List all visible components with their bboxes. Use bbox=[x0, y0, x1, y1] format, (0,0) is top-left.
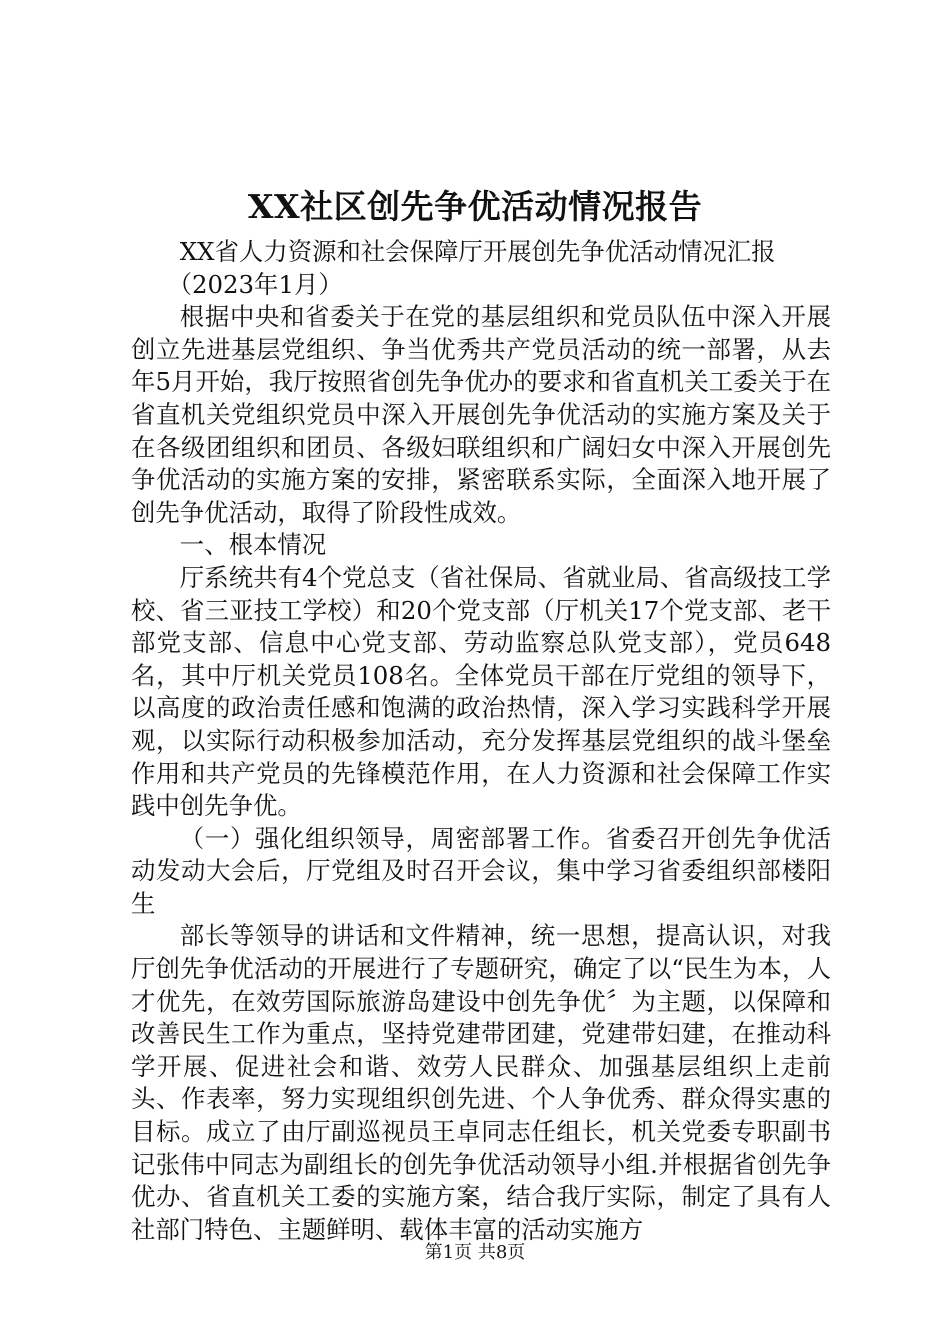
section-heading: 一、根本情况 bbox=[179, 530, 327, 560]
document-body bbox=[131, 236, 831, 1246]
report-date: （2023年1月） bbox=[167, 269, 343, 299]
page-number-footer: 第1页 共8页 bbox=[424, 1242, 526, 1263]
document-title: XX社区创先争优活动情况报告 bbox=[247, 187, 703, 226]
paragraph-continued: 部长等领导的讲话和文件精神，统一思想，提高认识，对我厅创先争优活动的开展进行了专题研究，确定了以“民生为本，人才优先，在效劳国际旅游岛建设中创先争优〞为主题，以保障和改善民生工作为重点，坚持党建带团建，党建带妇建，在推动科学开展、促进社会和谐、效劳人民群众、加强基层组织上走前头、作表率，努力实现组织创先进、个人争优秀、群众得实惠的目标。成立了由厅副巡视员王卓同志任组长，机关党委专职副书记张伟中同志为副组长的创先争优活动领导小组.并根据省创先争优办、省直机关工委的实施方案，结合我厅实际，制定了具有人社部门特色、主题鲜明、载体丰富的活动实施方 bbox=[131, 921, 831, 1244]
paragraph-basic-info: 厅系统共有4个党总支（省社保局、省就业局、省高级技工学校、省三亚技工学校）和20个党支部（厅机关17个党支部、老干部党支部、信息中心党支部、劳动监察总队党支部），党员648名，其中厅机关党员108名。全体党员干部在厅党组的领导下，以高度的政治责任感和饱满的政治热情，深入学习实践科学开展观，以实际行动积极参加活动，充分发挥基层党组织的战斗堡垒作用和共产党员的先锋模范作用，在人力资源和社会保障工作实践中创先争优。 bbox=[131, 562, 831, 821]
subtitle: XX省人力资源和社会保障厅开展创先争优活动情况汇报 bbox=[179, 237, 776, 266]
paragraph-subsection-1: （一）强化组织领导，周密部署工作。省委召开创先争优活动发动大会后，厅党组及时召开会议，集中学习省委组织部楼阳生 bbox=[131, 823, 831, 918]
paragraph-intro: 根据中央和省委关于在党的基层组织和党员队伍中深入开展创立先进基层党组织、争当优秀共产党员活动的统一部署，从去年5月开始，我厅按照省创先争优办的要求和省直机关工委关于在省直机关党组织党员中深入开展创先争优活动的实施方案及关于在各级团组织和团员、各级妇联组织和广阔妇女中深入开展创先争优活动的实施方案的安排，紧密联系实际，全面深入地开展了创先争优活动，取得了阶段性成效。 bbox=[131, 302, 831, 527]
